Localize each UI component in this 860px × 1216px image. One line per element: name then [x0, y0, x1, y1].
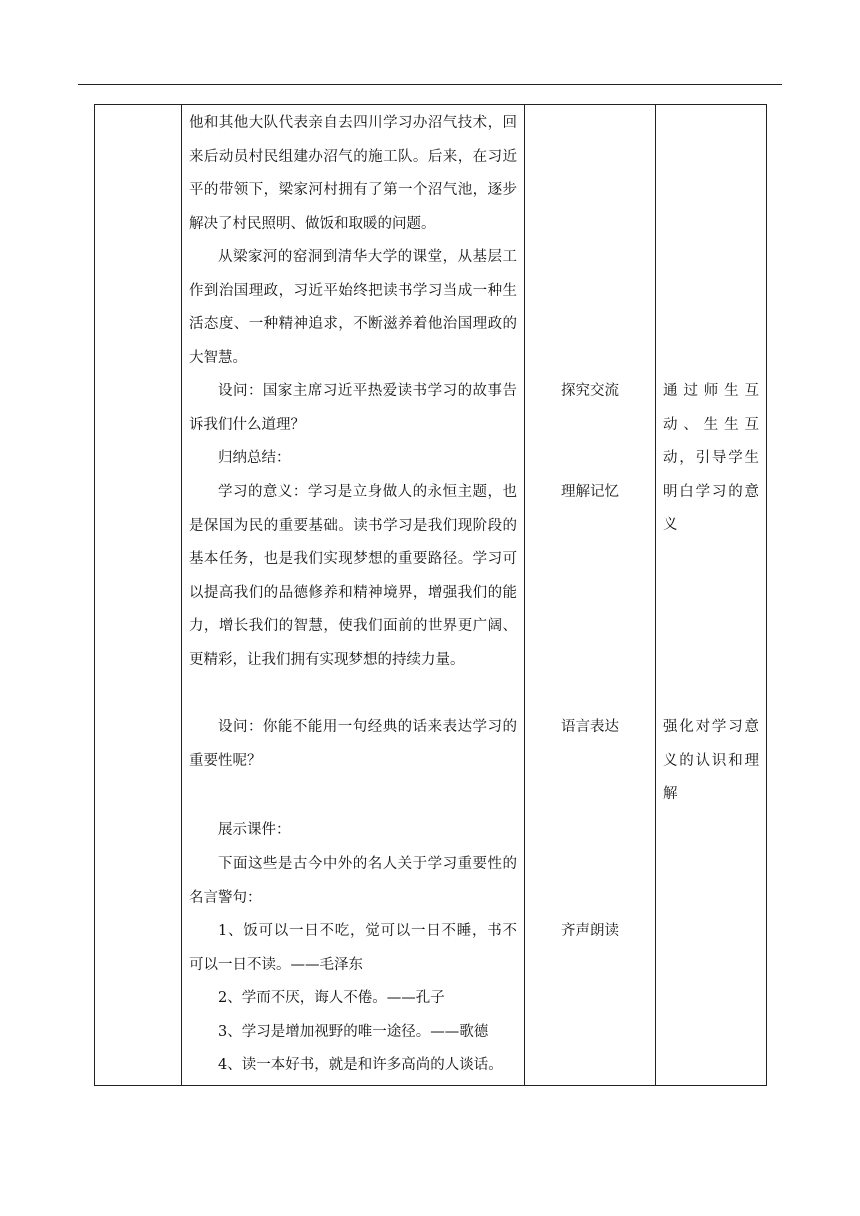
content-paragraph: 下面这些是古今中外的名人关于学习重要性的名言警句：	[189, 856, 517, 906]
question-paragraph: 设问：你能不能用一句经典的话来表达学习的重要性呢？	[189, 719, 517, 769]
student-activity-label: 语言表达	[561, 719, 619, 735]
content-paragraph: 学习的意义：学习是立身做人的永恒主题，也是保国为民的重要基础。读书学习是我们现阶段的基本任务，也是我们实现梦想的重要路径。学习可以提高我们的品德修养和精神境界，增强我们的能力，增长我们的智慧，使我们面前的世界更广阔、更精彩，让我们拥有实现梦想的持续力量。	[189, 484, 517, 668]
student-activity-label: 齐声朗读	[561, 923, 619, 939]
design-intent-cell	[656, 105, 767, 1086]
quote-item: 3、学习是增加视野的唯一途径。——歌德	[218, 1024, 489, 1040]
page-header-rule	[78, 84, 782, 85]
lesson-plan-table	[94, 104, 767, 1086]
question-paragraph: 设问：国家主席习近平热爱读书学习的故事告诉我们什么道理？	[189, 383, 517, 433]
quote-item: 2、学而不厌，诲人不倦。——孔子	[218, 990, 445, 1006]
design-intent-text: 强化对学习意义的认识和理解	[663, 719, 759, 802]
quote-item: 4、读一本好书，就是和许多高尚的人谈话。	[218, 1057, 503, 1073]
summary-heading: 归纳总结：	[218, 450, 291, 466]
table-row	[95, 105, 767, 1086]
teaching-content-cell	[182, 105, 525, 1086]
student-activity-label: 理解记忆	[561, 484, 619, 500]
student-activity-cell	[525, 105, 656, 1086]
student-activity-label: 探究交流	[561, 383, 619, 399]
content-paragraph: 从梁家河的窑洞到清华大学的课堂，从基层工作到治国理政，习近平始终把读书学习当成一种生活态度、一种精神追求，不断滋养着他治国理政的大智慧。	[189, 249, 517, 366]
stage-cell	[95, 105, 182, 1086]
design-intent-text: 通过师生互动、生生互动，引导学生明白学习的意义	[663, 383, 759, 533]
content-paragraph: 他和其他大队代表亲自去四川学习办沼气技术，回来后动员村民组建办沼气的施工队。后来，在习近平的带领下，梁家河村拥有了第一个沼气池，逐步解决了村民照明、做饭和取暖的问题。	[189, 115, 517, 232]
quote-item: 1、饭可以一日不吃，觉可以一日不睡，书不可以一日不读。——毛泽东	[189, 923, 517, 973]
courseware-heading: 展示课件：	[218, 822, 291, 838]
